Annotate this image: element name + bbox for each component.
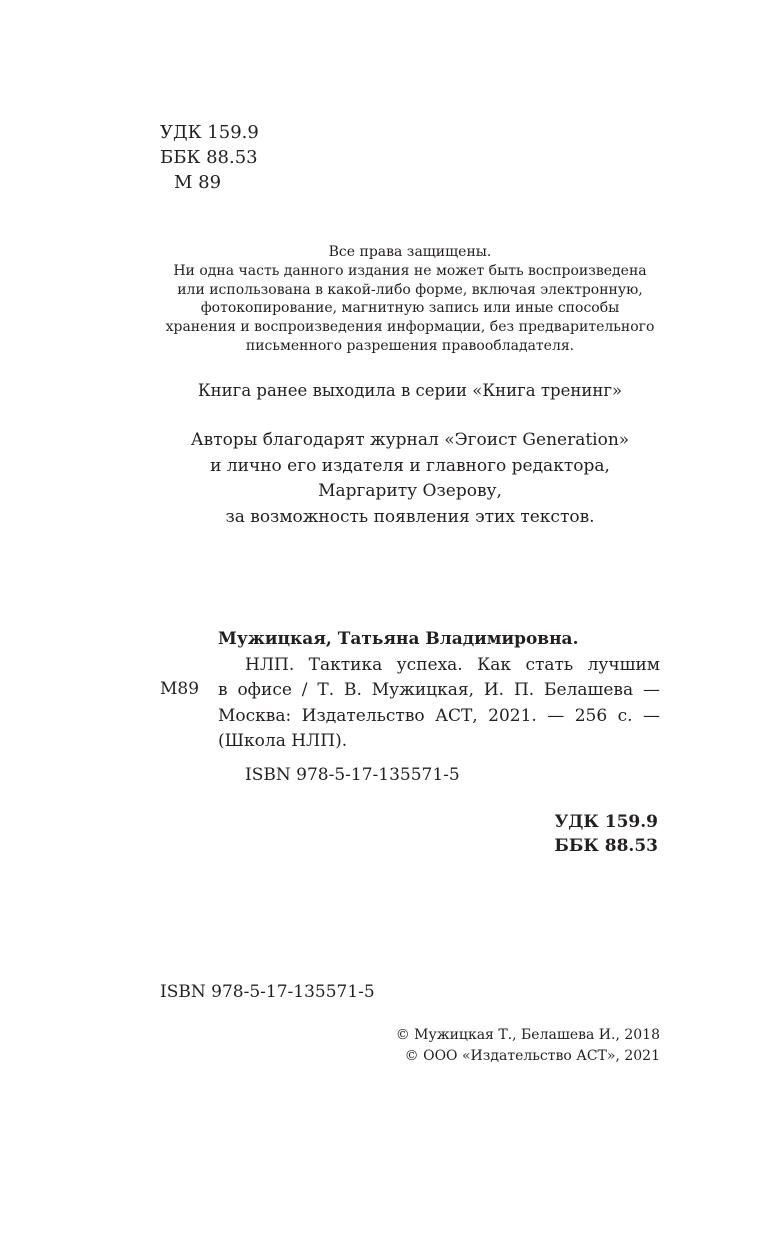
copyright-line: © ООО «Издательство АСТ», 2021	[404, 1048, 660, 1064]
author-mark: М 89	[174, 172, 222, 193]
thanks-line: Авторы благодарят журнал «Эгоист Generation»	[190, 430, 630, 450]
bib-line: Москва: Издательство АСТ, 2021. — 256 с. —	[218, 705, 660, 726]
rights-line: письменного разрешения правообладателя.	[245, 337, 575, 354]
bib-line: НЛП. Тактика успеха. Как стать лучшим	[245, 654, 660, 675]
bib-author: Мужицкая, Татьяна Владимировна.	[218, 629, 579, 649]
thanks-line: и лично его издателя и главного редактора,	[210, 455, 610, 476]
rights-line: Все права защищены.	[328, 244, 492, 260]
bib-isbn: ISBN 978-5-17-135571-5	[245, 764, 460, 785]
thanks-line: за возможность появления этих текстов.	[225, 507, 595, 528]
classification-codes	[160, 120, 259, 195]
rights-line: фотокопирование, магнитную запись или иные способы	[200, 300, 620, 317]
bibliographic-record	[218, 627, 660, 789]
copyright-notices	[396, 1025, 660, 1067]
bib-udc: УДК 159.9	[554, 812, 658, 832]
rights-line: хранения и воспроизведения информации, без предварительного	[165, 319, 655, 336]
rights-line: или использована в какой-либо форме, включая электронную,	[177, 281, 643, 298]
udc-code: УДК 159.9	[160, 122, 259, 143]
acknowledgements	[160, 428, 660, 531]
bib-bbk: ББК 88.53	[554, 836, 658, 856]
copyright-line: © Мужицкая Т., Белашева И., 2018	[395, 1027, 660, 1043]
bib-author-mark: М89	[160, 679, 200, 699]
bib-line: в офисе / Т. В. Мужицкая, И. П. Белашева —	[218, 680, 660, 701]
bib-classification	[554, 810, 658, 858]
thanks-line: Маргариту Озерову,	[318, 481, 502, 502]
rights-line: Ни одна часть данного издания не может быть воспроизведена	[173, 262, 647, 279]
isbn: ISBN 978-5-17-135571-5	[160, 982, 375, 1002]
bbk-code: ББК 88.53	[160, 147, 258, 168]
series-note: Книга ранее выходила в серии «Книга тренинг»	[197, 381, 623, 400]
rights-notice	[160, 243, 660, 356]
bib-line: (Школа НЛП).	[218, 731, 348, 752]
